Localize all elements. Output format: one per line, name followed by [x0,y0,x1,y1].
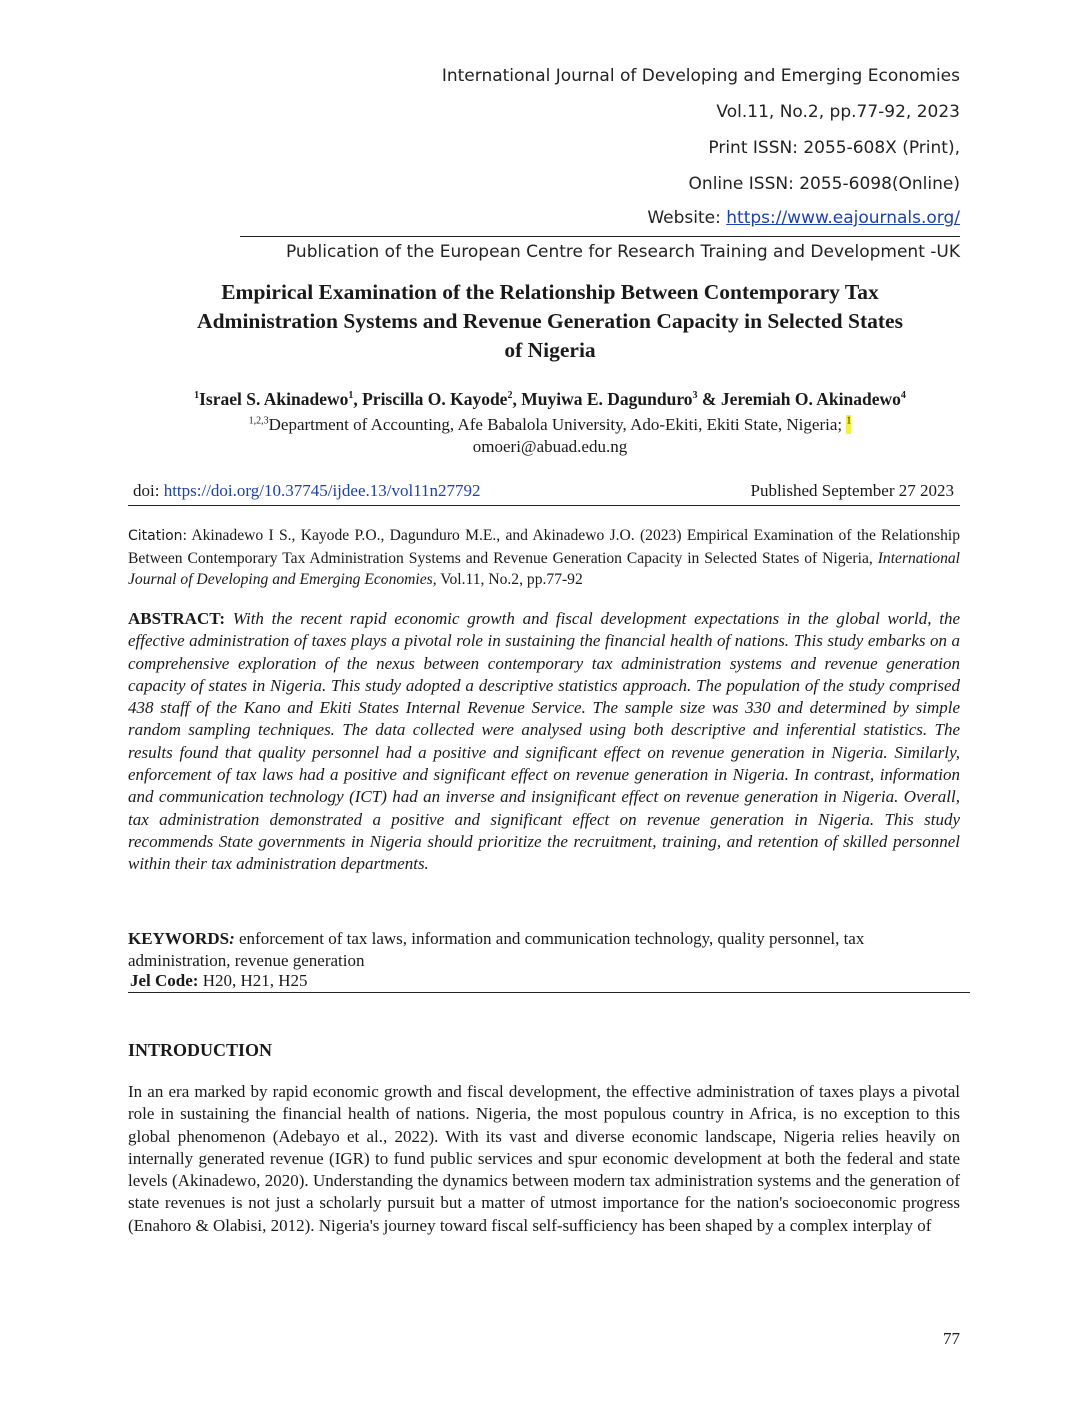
published-date: Published September 27 2023 [750,481,954,500]
abstract-label: ABSTRACT: [128,609,233,628]
keywords-colon: : [229,929,239,948]
header-rule [240,236,960,237]
keywords-text: enforcement of tax laws, information and communication technology, quality personnel, tax administration, revenue generation [128,929,865,970]
print-issn: Print ISSN: 2055-608X (Print), [708,138,960,158]
author-sup: 2 [507,390,513,402]
title-line: Empirical Examination of the Relationship Between Contemporary Tax [221,280,879,304]
abstract-text: With the recent rapid economic growth and fiscal development expectations in the global world, the effective administration of taxes plays a pivotal role in sustaining the financial health of nations. This study embarks on a comprehensive exploration of the nexus between contemporary tax administration systems and revenue generation capacity of states in Nigeria. This study adopted a descriptive statistics approach. The population of the study comprised 438 staff of the Kano and Ekiti States Internal Revenue Service. The sample size was 330 and determined by simple random sampling techniques. The data collected were analysed using both descriptive and inferential statistics. The results found that quality personnel had a positive and significant effect on revenue generation in Nigeria. Similarly, enforcement of tax laws had a positive and significant effect on revenue generation in Nigeria. In contrast, information and communication technology (ICT) had an inverse and insignificant effect on revenue generation in Nigeria. Overall, tax administration demonstrated a positive and significant effect on revenue generation in Nigeria. This study recommends State governments in Nigeria should prioritize the recruitment, training, and retention of skilled personnel within their tax administration departments. [128,609,961,874]
author-sup: 3 [692,390,698,402]
journal-name: International Journal of Developing and Emerging Economies [441,66,960,86]
citation-block [128,525,960,591]
page-number: 77 [943,1329,960,1348]
keywords-block [128,928,960,972]
website-label: Website: [647,208,727,228]
doi-link[interactable]: https://doi.org/10.37745/ijdee.13/vol11n27792 [163,481,481,500]
author-name: Muyiwa E. Dagunduro [521,389,693,409]
author-sup: 1 [194,390,200,402]
citation-label: Citation [128,528,183,544]
jel-label: Jel Code: [130,971,203,990]
abstract-block [128,608,960,876]
citation-text: : Akinadewo I S., Kayode P.O., Dagunduro M.E., and Akinadewo J.O. (2023) Empirical Examination of the Relationship Between Contemporary Tax Administration Systems and Revenue Generation Capacity in Selected States of Nigeria, [128,527,960,567]
doi-rule [128,505,960,506]
author-sup: 1 [348,390,354,402]
introduction-text: In an era marked by rapid economic growth and fiscal development, the effective administration of taxes plays a pivotal role in sustaining the financial health of nations. Nigeria, the most populous country in Africa, is no exception to this global phenomenon (Adebayo et al., 2022). With its vast and diverse economic landscape, Nigeria relies heavily on internally generated revenue (IGR) to fund public services and spur economic development at both the federal and state levels (Akinadewo, 2020). Understanding the dynamics between modern tax administration systems and the generation of state revenues is not just a scholarly pursuit but a matter of utmost importance for the nation's socioeconomic progress (Enahoro & Olabisi, 2012). Nigeria's journey toward fiscal self-sufficiency has been shaped by a complex interplay of [128,1082,960,1235]
volume-info: Vol.11, No.2, pp.77-92, 2023 [716,102,960,122]
author-email: omoeri@abuad.edu.ng [472,437,628,456]
citation-tail: , Vol.11, No.2, pp.77-92 [432,571,583,588]
keywords-rule [128,992,970,993]
introduction-heading: INTRODUCTION [128,1040,273,1060]
jel-code [130,971,308,991]
affiliation-sup: 1,2,3 [248,415,269,427]
affiliation-text: Department of Accounting, Afe Babalola University, Ado-Ekiti, Ekiti State, Nigeria; [268,415,843,434]
author-name: Priscilla O. Kayode [362,389,508,409]
paper-title [130,278,970,365]
author-name: Jeremiah O. Akinadewo [720,389,901,409]
title-line: of Nigeria [504,338,596,362]
author-list: $^1$Israel S. Akinadewo$^1$, Priscilla O. Kayode$^2$, Muyiwa E. Dagunduro$^3$ & Jeremiah O. Akinadewo$^4$ [194,389,906,409]
jel-text: H20, H21, H25 [202,971,308,990]
doi-line [133,481,481,501]
website-line [647,208,960,228]
publisher-line: Publication of the European Centre for Research Training and Development -UK [285,242,960,262]
author-name: Israel S. Akinadewo [199,389,349,409]
author-sup: 4 [900,390,906,402]
online-issn: Online ISSN: 2055-6098(Online) [688,174,960,194]
website-link[interactable]: https://www.eajournals.org/ [726,208,960,228]
title-line: Administration Systems and Revenue Generation Capacity in Selected States [197,309,903,333]
citation-journal: International Journal of Developing and Emerging Economies [128,549,960,588]
corresponding-sup: 1 [846,415,852,427]
affiliation [130,414,970,458]
doi-label: doi: [133,481,164,500]
keywords-label: KEYWORDS [128,929,230,948]
